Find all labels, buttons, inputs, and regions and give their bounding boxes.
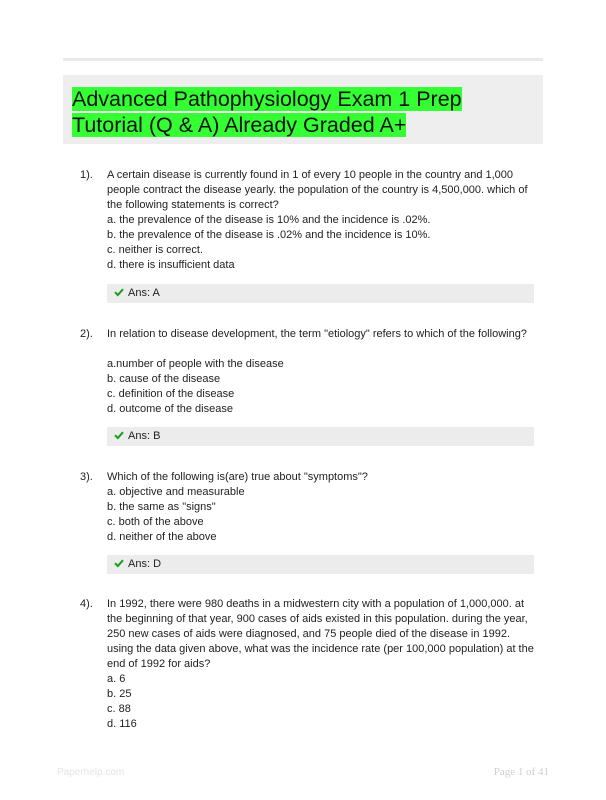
top-divider: [63, 58, 543, 61]
question-body: [107, 597, 540, 732]
question-text: In relation to disease development, the term "etiology" refers to which of the following?: [107, 328, 527, 340]
answer-text: Ans: A: [128, 287, 160, 299]
option-d: d. there is insufficient data: [107, 259, 235, 271]
option-b: b. the prevalence of the disease is .02% and the incidence is 10%.: [107, 229, 431, 241]
answer-box-2: [107, 427, 534, 446]
title-banner: [63, 75, 543, 144]
option-b: b. the same as "signs": [107, 501, 216, 513]
option-d: d. neither of the above: [107, 531, 217, 543]
answer-text: Ans: B: [128, 430, 161, 442]
option-a: a. objective and measurable: [107, 486, 245, 498]
question-text: In 1992, there were 980 deaths in a midwestern city with a population of 1,000,000. at the beginning of that year, 900 cases of aids existed in this population. during the year, 250 new cases of aids were diagnosed, and 75 people died of the disease in 1992.: [107, 598, 528, 640]
check-icon: [114, 558, 124, 568]
question-number: 2).: [80, 328, 93, 340]
document-title: Advanced Pathophysiology Exam 1 Prep Tutorial (Q & A) Already Graded A+: [72, 87, 462, 137]
answer-box-1: [107, 284, 534, 303]
option-d: d. outcome of the disease: [107, 403, 233, 415]
question-body: [107, 327, 540, 417]
question-number: 4).: [80, 598, 93, 610]
page-number: Page 1 of 41: [493, 766, 549, 778]
option-a: a.number of people with the disease: [107, 358, 284, 370]
option-d: d. 116: [107, 718, 137, 730]
option-a: a. the prevalence of the disease is 10% and the incidence is .02%.: [107, 214, 431, 226]
check-icon: [114, 430, 124, 440]
question-number: 3).: [80, 471, 93, 483]
option-c: c. neither is correct.: [107, 244, 203, 256]
answer-box-3: [107, 555, 534, 574]
question-number: 1).: [80, 169, 93, 181]
question-text: A certain disease is currently found in 1 of every 10 people in the country and 1,000 people contract the disease yearly. the population of the country is 4,500,000. which of the following statements is correct?: [107, 169, 528, 211]
question-text: Which of the following is(are) true about "symptoms"?: [107, 471, 368, 483]
option-c: c. definition of the disease: [107, 388, 235, 400]
option-c: c. 88: [107, 703, 131, 715]
option-b: b. 25: [107, 688, 132, 700]
option-a: a. 6: [107, 673, 126, 685]
footer-watermark: Paperhelp.com: [57, 767, 125, 778]
question-body: [107, 168, 540, 273]
option-c: c. both of the above: [107, 516, 204, 528]
option-b: b. cause of the disease: [107, 373, 221, 385]
check-icon: [114, 287, 124, 297]
question-text-continued: using the data given above, what was the incidence rate (per 100,000 population) at the end of 1992 for aids?: [107, 643, 534, 670]
answer-text: Ans: D: [128, 558, 162, 570]
question-body: [107, 470, 540, 545]
